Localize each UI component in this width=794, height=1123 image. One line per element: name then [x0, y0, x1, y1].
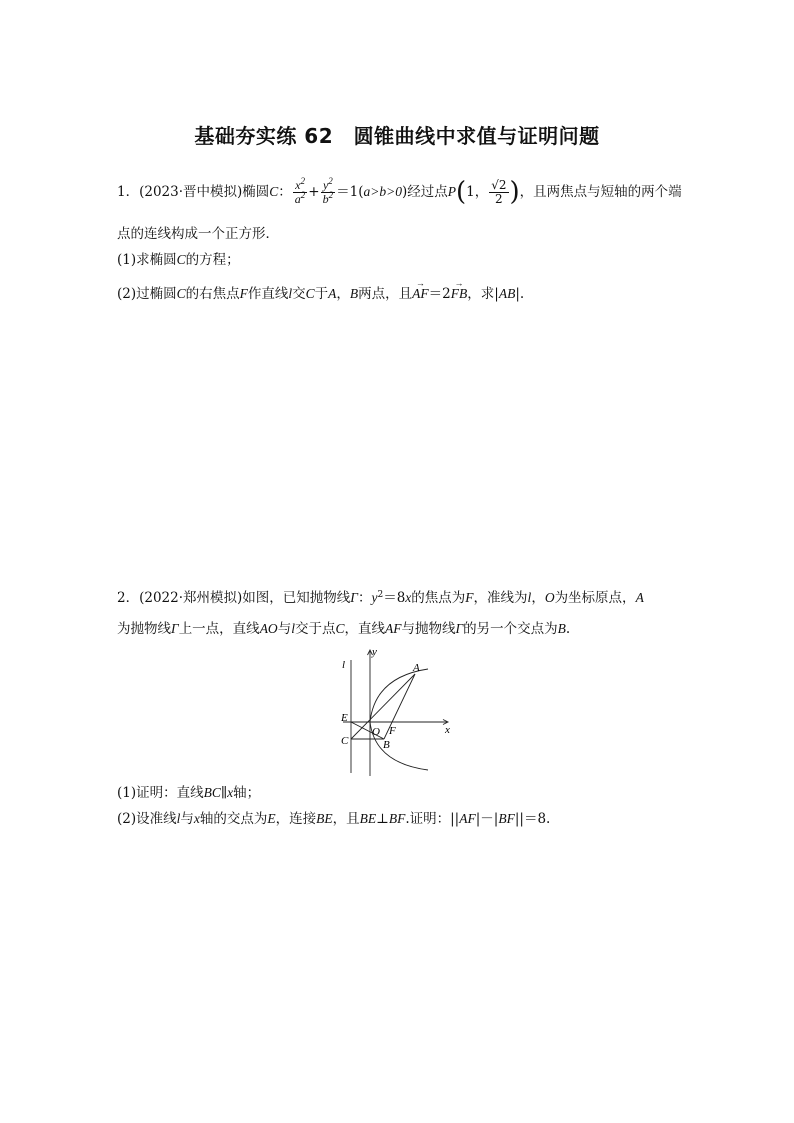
- q1-part1-c: C: [176, 252, 186, 267]
- q1-intro: 椭圆: [242, 184, 270, 200]
- q2-line2: [117, 620, 570, 638]
- q2-part2-BF: BF: [388, 811, 406, 826]
- q1-point: P: [447, 184, 456, 199]
- q1-part2-h: ，求|: [467, 286, 499, 302]
- q2-part1-x: x: [227, 785, 234, 800]
- q2-B: B: [557, 621, 566, 636]
- q2-part2-AF: AF: [459, 811, 476, 826]
- q2-l1-c: 的焦点为: [411, 590, 466, 606]
- q1-part2-c2: 作直线: [247, 286, 289, 302]
- q1-part2-A: A: [328, 286, 337, 301]
- q1-part2-f: F: [239, 286, 248, 301]
- figure-label-x: x: [445, 724, 450, 736]
- figure-label-f: F: [389, 725, 396, 737]
- q2-part2-b: 与: [180, 811, 194, 827]
- q1-part2-c3: C: [305, 286, 315, 301]
- q1-condition: a>b>0: [363, 184, 402, 199]
- q1-eq-close: )经过点: [401, 184, 448, 200]
- q2-part2: [117, 810, 550, 828]
- q1-part2-B: B: [349, 286, 359, 301]
- q1-vector-af: → AF: [412, 285, 429, 303]
- q1-plus: +: [308, 184, 320, 200]
- q2-l2-e: ，直线: [344, 621, 385, 637]
- q1-part2-e: 于: [314, 286, 329, 302]
- q2-source: (2022·郑州模拟): [139, 590, 243, 606]
- q2-O: O: [544, 590, 555, 605]
- parabola-figure: [335, 644, 460, 776]
- q1-part2-c: C: [176, 286, 186, 301]
- q2-l2: l: [291, 621, 295, 636]
- q1-part2-eq: ＝2: [428, 286, 451, 302]
- q2-l1-f: 为坐标原点，: [554, 590, 636, 606]
- q1-point-y-num: √2: [491, 177, 507, 192]
- q2-part1-c: 轴；: [233, 785, 261, 801]
- q2-part2-BF2: BF: [498, 811, 515, 826]
- q1-part2-l: l: [288, 286, 293, 301]
- figure-label-l: l: [342, 659, 346, 671]
- q2-part2-c: 轴的交点为: [199, 811, 268, 827]
- q2-gamma: Γ: [350, 590, 358, 605]
- q1-frac-x-num: x: [295, 177, 301, 192]
- figure-label-c: C: [341, 735, 349, 747]
- q1-part2-end: |.: [515, 286, 525, 302]
- q2-part2-BE: BE: [316, 811, 333, 826]
- q2-l2-f: 与抛物线: [401, 621, 456, 637]
- q1-point-y: [489, 179, 508, 206]
- q1-frac-y-num: y: [322, 177, 329, 192]
- q2-l1-d: ，准线为: [473, 590, 528, 606]
- q1-part2-b: 的右焦点: [185, 286, 240, 302]
- q1-number: 1．: [117, 184, 140, 200]
- q1-part2-g: 两点，且: [358, 286, 413, 302]
- q2-A: A: [635, 590, 644, 605]
- q2-l2-c: 与: [277, 621, 292, 637]
- q2-part1-b: ∥: [220, 785, 228, 801]
- q2-part2-e: ，且: [332, 811, 360, 827]
- q1-frac-x: $\frac{x^2}{a^2}$: [294, 175, 306, 206]
- q2-part1: [117, 784, 260, 802]
- q2-gamma3: Γ: [455, 621, 464, 636]
- q1-line1: 1． (2023·晋中模拟) 椭圆 C ： $\frac{x^2}{a^2}$ + $\frac{y^2}{b^2}$ ＝1( a>b>0 )经过点 P ( 1， $\frac{√2}{2}$ ) ，且两焦点与短轴的两个端: [117, 175, 682, 207]
- q1-frac-y: $\frac{y^2}{b^2}$: [322, 175, 334, 206]
- page-title: 基础夯实练 62 圆锥曲线中求值与证明问题: [194, 124, 600, 148]
- q1-part2-a: (2)过椭圆: [117, 286, 177, 302]
- q1-line2: 点的连线构成一个正方形．: [117, 226, 279, 242]
- q2-part1-a: (1)证明：直线: [117, 785, 204, 801]
- q1-frac-x-den: a: [294, 191, 301, 206]
- q2-l1-a: 如图，已知抛物线: [242, 590, 351, 606]
- q2-line1: 2．(2022·郑州模拟)如图，已知抛物线Γ：$y^2=8x$的焦点为F，准线为l，O为坐标原点，A: [117, 590, 644, 606]
- q2-AO: AO: [259, 621, 278, 636]
- q2-eq-x: x: [405, 590, 412, 605]
- q1-point-x: 1，: [466, 184, 489, 200]
- q2-part1-BC: BC: [203, 785, 221, 800]
- q2-l2-g: 的另一个交点为: [463, 621, 558, 637]
- q1-part2-AB: AB: [498, 286, 516, 301]
- q1-vector-fb: → FB: [451, 285, 468, 303]
- q2-part2-perp: ⊥: [376, 811, 389, 827]
- q2-l2-b: 上一点，直线: [178, 621, 260, 637]
- q2-part2-d: ，连接: [275, 811, 317, 827]
- q2-l: l: [527, 590, 532, 605]
- q2-part2-BE2: BE: [359, 811, 377, 826]
- figure-label-b: B: [383, 739, 390, 751]
- q2-l1-e: ，: [531, 590, 545, 606]
- q2-eq-y: y: [371, 590, 378, 605]
- q2-part2-f: .证明：||: [405, 811, 460, 827]
- q1-part2-d: 交: [292, 286, 306, 302]
- q1-colon: ：: [278, 184, 292, 200]
- q1-part1-prefix: (1)求椭圆: [117, 252, 177, 268]
- q2-part2-g: |－|: [475, 811, 499, 827]
- q2-F: F: [465, 590, 474, 605]
- q2-gamma2: Γ: [171, 621, 179, 636]
- q2-eq-mid: ＝8: [383, 590, 406, 606]
- parabola-curve: [370, 669, 428, 770]
- q1-eq-right: ＝1(: [336, 184, 364, 200]
- q1-tail: ，且两焦点与短轴的两个端: [519, 184, 682, 200]
- q2-l2-h: .: [565, 621, 571, 637]
- q1-part2: [117, 285, 524, 303]
- q1-point-y-den: 2: [495, 191, 503, 206]
- q1-part1-suffix: 的方程；: [185, 252, 240, 268]
- q2-part2-a: (2)设准线: [117, 811, 177, 827]
- q1-curve-name: C: [269, 184, 279, 199]
- q2-l1-b: ：: [357, 590, 372, 606]
- figure-label-e: E: [341, 712, 348, 724]
- q2-part2-E: E: [267, 811, 276, 826]
- q2-l2-a: 为抛物线: [117, 621, 171, 637]
- q2-C: C: [335, 621, 345, 636]
- q2-number: 2．: [117, 590, 140, 606]
- q2-part2-h: ||＝8.: [514, 811, 551, 827]
- q2-part2-x: x: [193, 811, 200, 826]
- q1-part2-comma: ，: [336, 286, 350, 302]
- line-ao: [351, 674, 415, 739]
- q2-part2-l: l: [176, 811, 181, 826]
- q2-AF: AF: [384, 621, 402, 636]
- q2-l2-d: 交于点: [294, 621, 336, 637]
- figure-label-y: y: [372, 646, 377, 658]
- figure-label-a: A: [413, 662, 420, 674]
- q1-frac-y-den: b: [322, 191, 329, 206]
- q1-source: (2023·晋中模拟): [139, 184, 243, 200]
- q1-part1: [117, 251, 240, 269]
- figure-label-o: O: [372, 726, 380, 738]
